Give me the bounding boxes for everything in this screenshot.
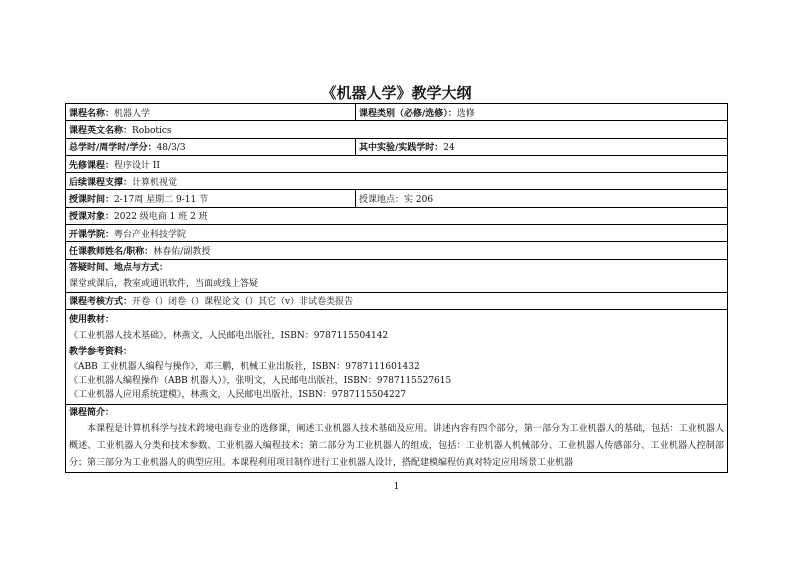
value: 林春佑/副教授	[153, 247, 211, 258]
label: 答疑时间、地点与方式：	[69, 262, 169, 273]
label: 教学参考资料：	[69, 346, 133, 357]
label: 开课学院：	[69, 229, 115, 240]
row-prereq	[66, 155, 728, 172]
value: 2022 级电商 1 班 2 班	[114, 212, 208, 223]
label: 课程英文名称：	[69, 125, 133, 136]
label: 先修课程：	[69, 160, 115, 171]
reference-item: 《工业机器人应用系统建模》，林燕文，人民邮电出版社，ISBN：9787115504227	[69, 389, 407, 400]
value: 课堂或课后，教室或通讯软件，当面或线上答疑	[69, 278, 259, 289]
value: 48/3/3	[156, 143, 186, 154]
syllabus-table	[65, 103, 728, 473]
place: 授课地点：实 206	[359, 195, 434, 206]
label: 后续课程支撑：	[69, 177, 133, 188]
row-time	[66, 190, 728, 207]
intro-text: 本课程是计算机科学与技术跨境电商专业的选修课，阐述工业机器人技术基础及应用。讲述内容有四个部分，第一部分为工业机器人的基础，包括：工业机器人概述、工业机器人分类和技术参数、工业机器人编程技术；第二部分为工业机器人的组成，包括：工业机器人机械部分、工业机器人传感部分、工业机器人控制部分；第三部分为工业机器人的典型应用。本课程利用项目制作进行工业机器人设计，搭配建模编程仿真对特定应用场景工业机器	[69, 423, 724, 468]
row-english-name	[66, 121, 728, 138]
reference-item: 《工业机器人编程操作（ABB 机器人）》，张明文，人民邮电出版社，ISBN：9787115527615	[69, 375, 452, 386]
row-target	[66, 207, 728, 224]
value: 24	[443, 143, 455, 154]
label: 使用教材：	[69, 314, 115, 325]
reference-item: 《ABB 工业机器人编程与操作》，邓三鹏，机械工业出版社，ISBN：9787111601432	[69, 361, 420, 372]
row-qa	[66, 259, 728, 292]
value: 机器人学	[114, 108, 151, 119]
label: 授课对象：	[69, 212, 115, 223]
label: 课程简介：	[69, 407, 115, 418]
row-exam	[66, 292, 728, 309]
row-materials	[66, 309, 728, 404]
label: 总学时/周学时/学分：	[69, 143, 157, 154]
value: 程序设计 II	[114, 160, 160, 171]
row-follow	[66, 173, 728, 190]
label: 其中实验/实践学时：	[359, 143, 444, 154]
row-college	[66, 225, 728, 242]
value: 粤台产业科技学院	[114, 229, 187, 240]
row-teacher	[66, 242, 728, 259]
label: 授课时间：	[69, 195, 115, 206]
value: 2-17周 星期二 9-11 节	[114, 195, 209, 206]
textbook: 《工业机器人技术基础》，林燕文，人民邮电出版社，ISBN：9787115504142	[69, 330, 389, 341]
label: 课程类别（必修/选修）：	[359, 108, 457, 119]
label: 课程考核方式：	[69, 297, 133, 308]
row-hours	[66, 138, 728, 155]
label: 课程名称：	[69, 108, 115, 119]
row-intro	[66, 404, 728, 472]
value: 选修	[456, 108, 475, 119]
document-title: 《机器人学》教学大纲	[321, 84, 472, 102]
value: Robotics	[132, 125, 172, 136]
value: 计算机视觉	[132, 177, 178, 188]
value: 开卷（）闭卷（）课程论文（）其它（v）非试卷类报告	[132, 297, 354, 308]
page-number: 1	[393, 482, 400, 492]
row-course-name	[66, 104, 728, 121]
label: 任课教师姓名/职称：	[69, 247, 154, 258]
